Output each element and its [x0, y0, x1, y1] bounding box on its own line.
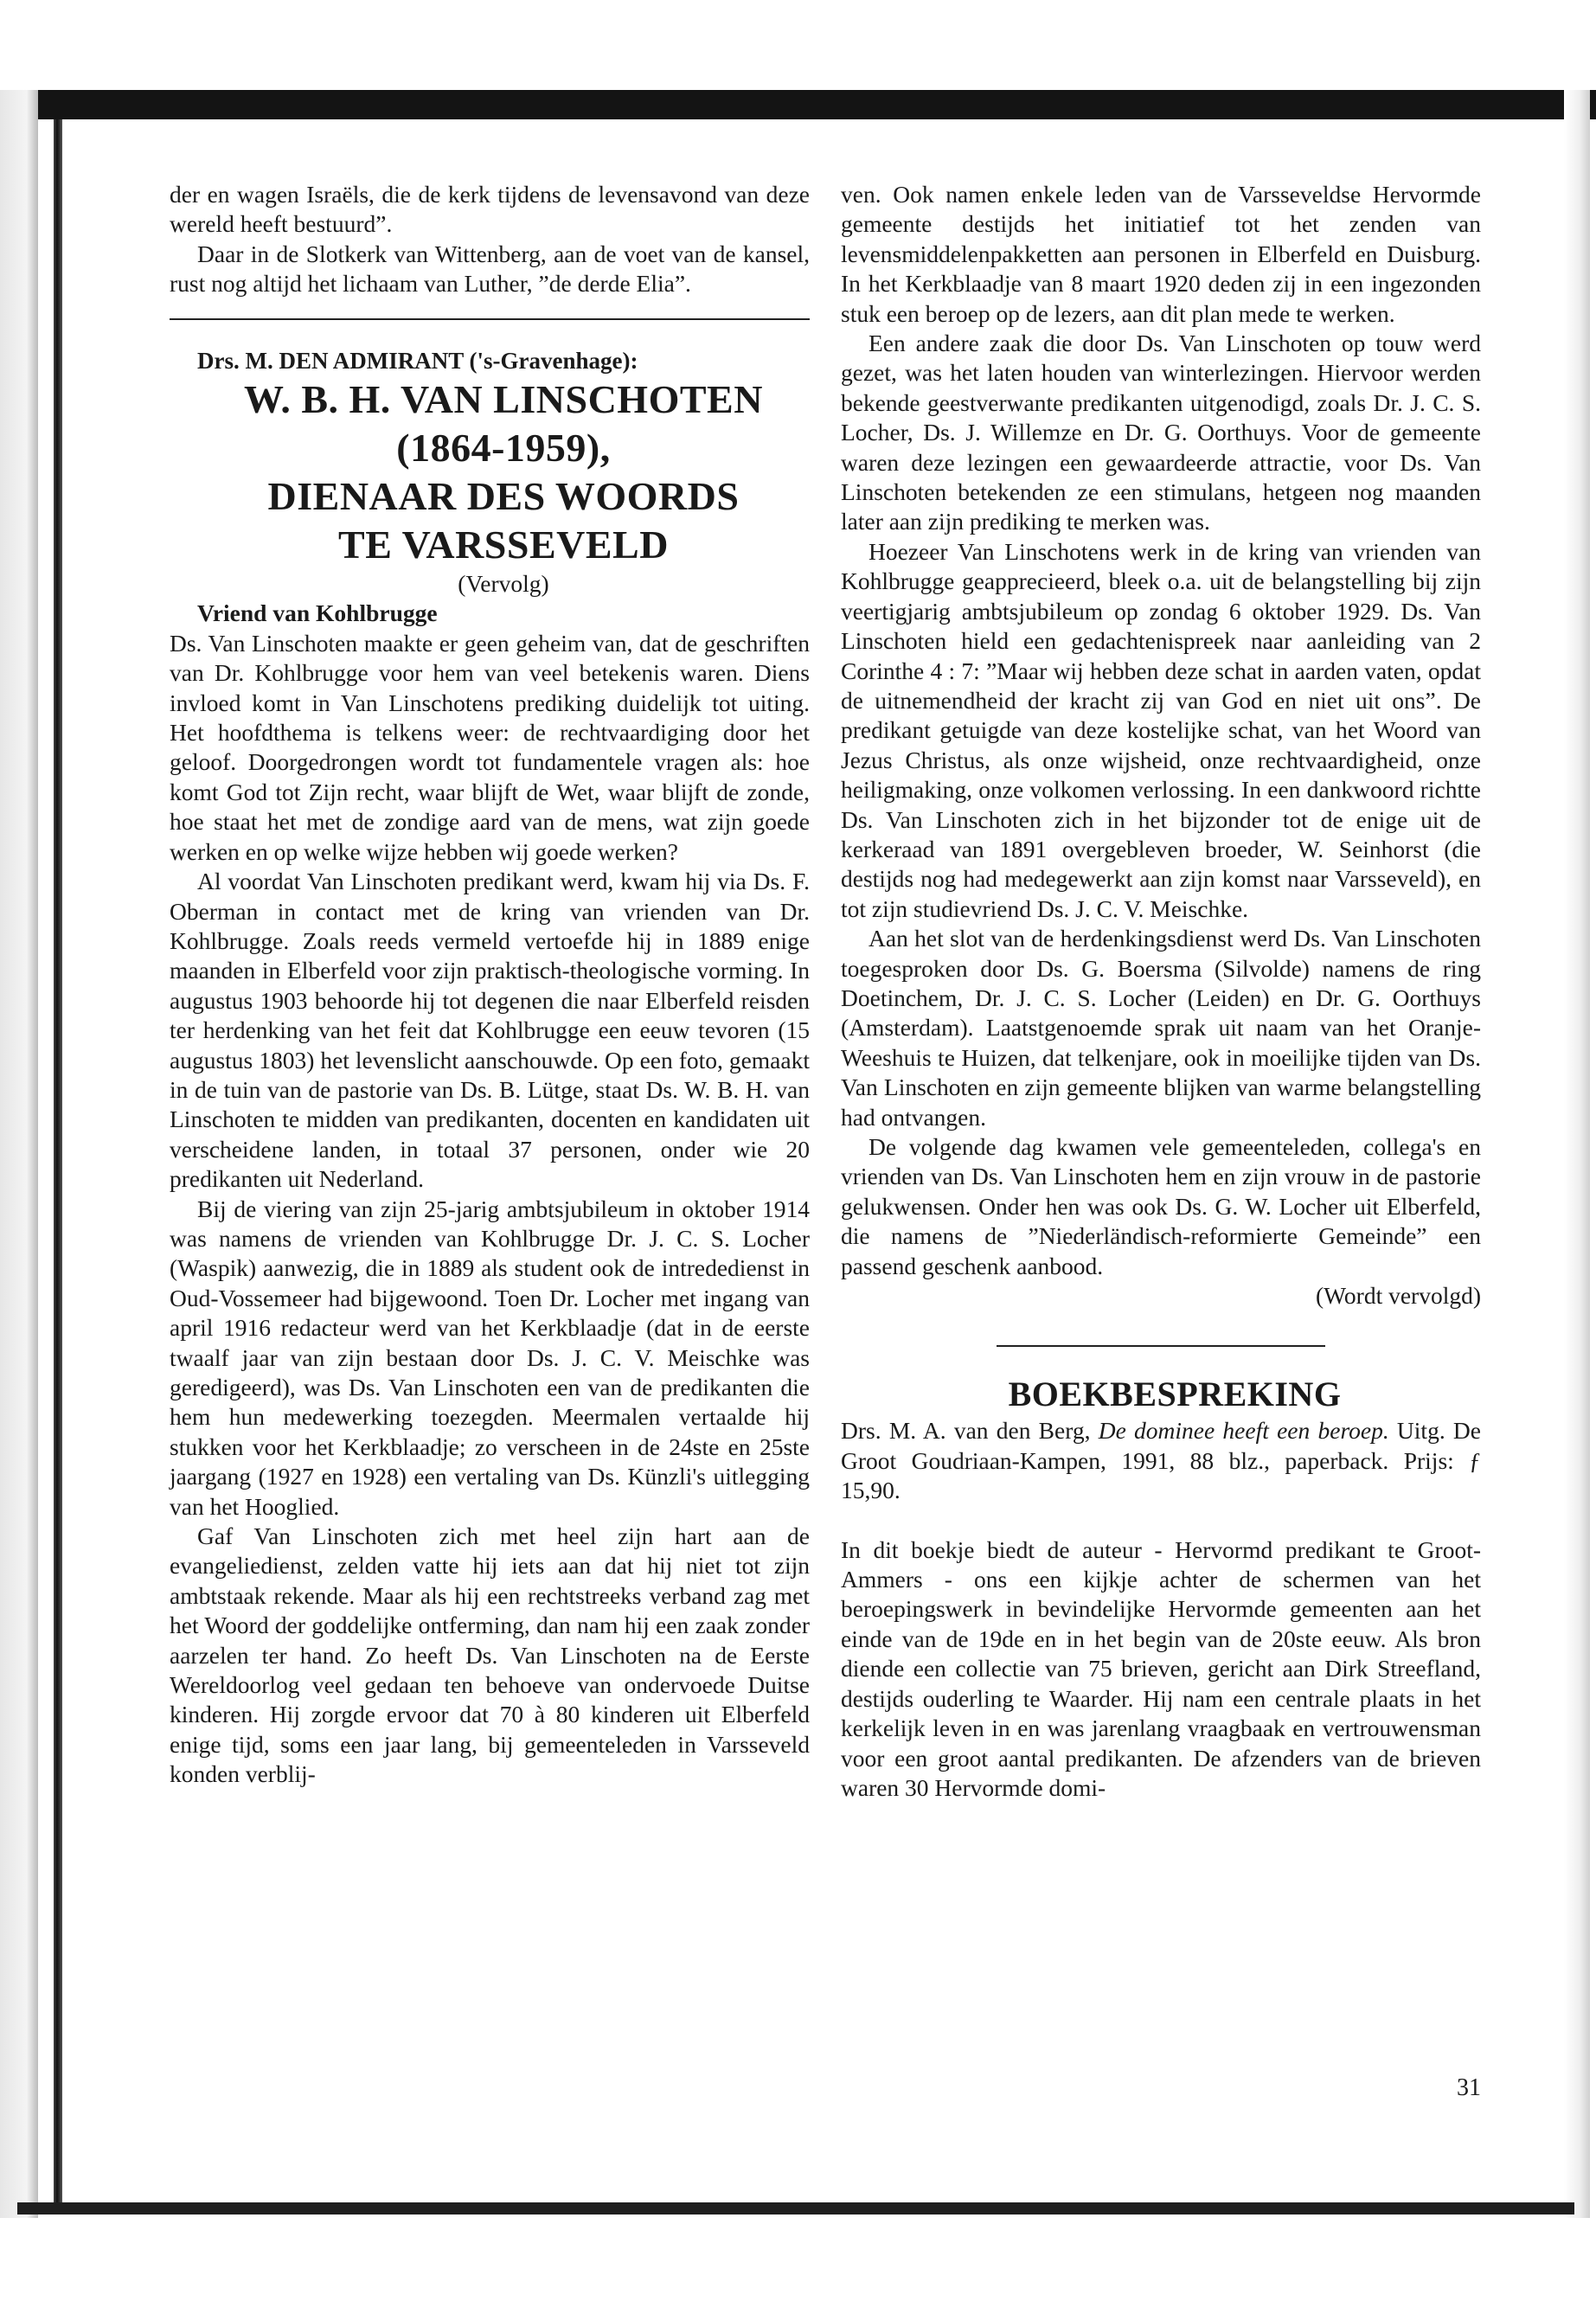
- book-publisher: Uitg. De Groot Goudriaan-Kampen, 1991, 88 blz., paperback. Prijs: ƒ 15,90.: [841, 1417, 1481, 1504]
- body-paragraph-6: Een andere zaak die door Ds. Van Linschoten op touw werd gezet, was het laten houden van winterlezingen. Hiervoor werden bekende geestverwante predikanten uitgenodigd, zoals Dr. J. C. S. Locher, Ds. J. Willemze en Dr. G. Oorthuys. Voor de gemeente waren deze lezingen een gewaardeerde attractie, voor Ds. Van Linschoten betekenden ze een stimulans, hetgeen nog maanden later aan zijn prediking te merken was.: [841, 330, 1481, 535]
- book-reference: [841, 1416, 1481, 1505]
- article-title-line-1: W. B. H. VAN LINSCHOTEN: [244, 377, 763, 422]
- section-divider: [170, 318, 810, 320]
- scan-bottom-edge: [17, 2202, 1574, 2214]
- body-paragraph-5: ven. Ook namen enkele leden van de Varsseveldse Hervormde gemeente destijds het initiatief tot het zenden van levensmiddelenpakketten aan personen in Elberfeld en Duisburg. In het Kerkblaadje van 8 maart 1920 deden zij in een ingezonden stuk een beroep op de lezers, aan dit plan mede te werken.: [841, 181, 1481, 327]
- binding-line: [54, 119, 62, 2213]
- body-paragraph-1: Ds. Van Linschoten maakte er geen geheim van, dat de geschriften van Dr. Kohlbrugge voor hem van veel betekenis waren. Diens invloed komt in Van Linschotens prediking duidelijk tot uiting. Het hoofdthema is telkens weer: de rechtvaardiging door het geloof. Doorgedrongen wordt tot fundamentele vragen als: hoe komt God tot Zijn recht, waar blijft de Wet, waar blijft de zonde, hoe staat het met de zondige aard van de mens, wat zijn goede werken en op welke wijze hebben wij goede werken?: [170, 629, 810, 865]
- body-paragraph-8: Aan het slot van de herdenkingsdienst werd Ds. Van Linschoten toegesproken door Ds. G. Boersma (Silvolde) namens de ring Doetinchem, Dr. J. C. S. Locher (Leiden) en Dr. G. Oorthuys (Amsterdam). Laatstgenoemde sprak uit naam van het Oranje-Weeshuis te Huizen, dat telkenjare, ook in moeilijke tijden van Ds. Van Linschoten en zijn gemeente blijken van warme belangstelling had ontvangen.: [841, 925, 1481, 1131]
- body-paragraph-7: Hoezeer Van Linschotens werk in de kring van vrienden van Kohlbrugge geapprecieerd, bleek o.a. uit de belangstelling bij zijn veertigjarig ambtsjubileum op zondag 6 oktober 1929. Ds. Van Linschoten hield een gedachtenispreek naar aanleiding van 2 Corinthe 4 : 7: ”Maar wij hebben deze schat in aarden vaten, opdat de uitnemendheid der kracht zij van God en niet uit ons”. De predikant getuigde van deze kostelijke schat, van het Woord van Jezus Christus, als onze wijsheid, onze rechtvaardigheid, onze heiligmaking, onze volkomen verlossing. In een dankwoord richtte Ds. Van Linschoten zich in het bijzonder tot de enige uit de kerkeraad van 1891 overgebleven broeder, W. Seinhorst (die destijds nog had medegewerkt aan zijn komst naar Varsseveld), en tot zijn studievriend Ds. J. C. V. Meischke.: [841, 537, 1481, 922]
- body-paragraph-9: De volgende dag kwamen vele gemeenteleden, collega's en vrienden van Ds. Van Linschoten hem en zijn vrouw in de pastorie gelukwensen. Onder hen was ook Ds. G. W. Locher uit Elberfeld, die namens de ”Niederländisch-reformierte Gemeinde” een passend geschenk aanbood.: [841, 1133, 1481, 1279]
- scan-top-edge: [0, 90, 1596, 119]
- vervolg-label: (Vervolg): [458, 570, 549, 598]
- page-number: 31: [1457, 2074, 1481, 2101]
- left-column: [170, 180, 810, 1790]
- article-title-line-4: TE VARSSEVELD: [338, 522, 669, 567]
- book-author: Drs. M. A. van den Berg,: [841, 1417, 1099, 1445]
- wordt-vervolgd-label: (Wordt vervolgd): [1316, 1282, 1481, 1310]
- article-title-line-3: DIENAAR DES WOORDS: [267, 474, 740, 519]
- boekbespreking-heading: BOEKBESPREKING: [1008, 1375, 1342, 1414]
- review-paragraph-1: In dit boekje biedt de auteur - Hervormd predikant te Groot-Ammers - ons een kijkje achter de schermen van het beroepingswerk in bevindelijke Hervormde gemeenten aan het einde van de 19de en in het begin van de 20ste eeuw. Als bron diende een collectie van 75 brieven, gericht aan Dirk Streefland, destijds ouderling te Waarder. Hij nam een centrale plaats in het kerkelijk leven in en was jarenlang vraagbaak en vertrouwensman voor een groot aantal predikanten. De afzenders van de brieven waren 30 Hervormde domi-: [841, 1535, 1481, 1801]
- book-title: De dominee heeft een beroep.: [1098, 1417, 1389, 1445]
- article-author: Drs. M. DEN ADMIRANT ('s-Gravenhage):: [197, 347, 638, 374]
- spacer: [841, 1506, 1481, 1535]
- scan-right-edge: [1564, 90, 1590, 2218]
- scan-left-margin: [0, 90, 38, 2218]
- right-column: [841, 180, 1481, 1803]
- intro-paragraph-1: der en wagen Israëls, die de kerk tijdens de levensavond van deze wereld heeft bestuurd”.: [170, 181, 810, 238]
- article-title-line-2: (1864-1959),: [396, 426, 611, 471]
- section-heading: Vriend van Kohlbrugge: [197, 599, 438, 627]
- body-paragraph-3: Bij de viering van zijn 25-jarig ambtsjubileum in oktober 1914 was namens de vrienden van Kohlbrugge Dr. J. C. S. Locher (Waspik) aanwezig, die in 1889 als student ook de intrededienst in Oud-Vossemeer had bijgewoond. Toen Dr. Locher met ingang van april 1916 redacteur werd van het Kerkblaadje (dat in de eerste twaalf jaar van zijn bestaan door Ds. J. C. V. Meischke was geredigeerd), was Ds. Van Linschoten een van de predikanten die hem hun medewerking toezegden. Meermalen vertaalde hij stukken voor het Kerkblaadje; zo verscheen in de 24ste en 25ste jaargang (1927 en 1928) een vertaling van Ds. Künzli's uitlegging van het Hooglied.: [170, 1195, 810, 1520]
- body-paragraph-2: Al voordat Van Linschoten predikant werd, kwam hij via Ds. F. Oberman in contact met de kring van vrienden van Dr. Kohlbrugge. Zoals reeds vermeld vertoefde hij in 1889 enige maanden in Elberfeld voor zijn praktisch-theologische vorming. In augustus 1903 behoorde hij tot degenen die naar Elberfeld reisden ter herdenking van het feit dat Kohlbrugge een eeuw tevoren (15 augustus 1803) het levenslicht aanschouwde. Op een foto, gemaakt in de tuin van de pastorie van Ds. B. Lütge, staat Ds. W. B. H. van Linschoten te midden van predikanten, docenten en kandidaten uit verscheidene landen, in totaal 37 personen, onder wie 20 predikanten uit Nederland.: [170, 868, 810, 1193]
- boek-divider: [997, 1345, 1325, 1347]
- body-paragraph-4: Gaf Van Linschoten zich met heel zijn hart aan de evangeliedienst, zelden vatte hij iets aan dat hij niet tot zijn ambtstaak rekende. Maar als hij een rechtstreeks verband zag met het Woord der goddelijke ontferming, dan nam hij een zaak zonder aarzelen ter hand. Zo heeft Ds. Van Linschoten na de Eerste Wereldoorlog veel gedaan ten behoeve van ondervoede Duitse kinderen. Hij zorgde ervoor dat 70 à 80 kinderen uit Elberfeld enige tijd, soms een jaar lang, bij gemeenteleden in Varsseveld konden verblij-: [170, 1522, 810, 1788]
- intro-paragraph-2: Daar in de Slotkerk van Wittenberg, aan de voet van de kansel, rust nog altijd het lichaam van Luther, ”de derde Elia”.: [170, 240, 810, 298]
